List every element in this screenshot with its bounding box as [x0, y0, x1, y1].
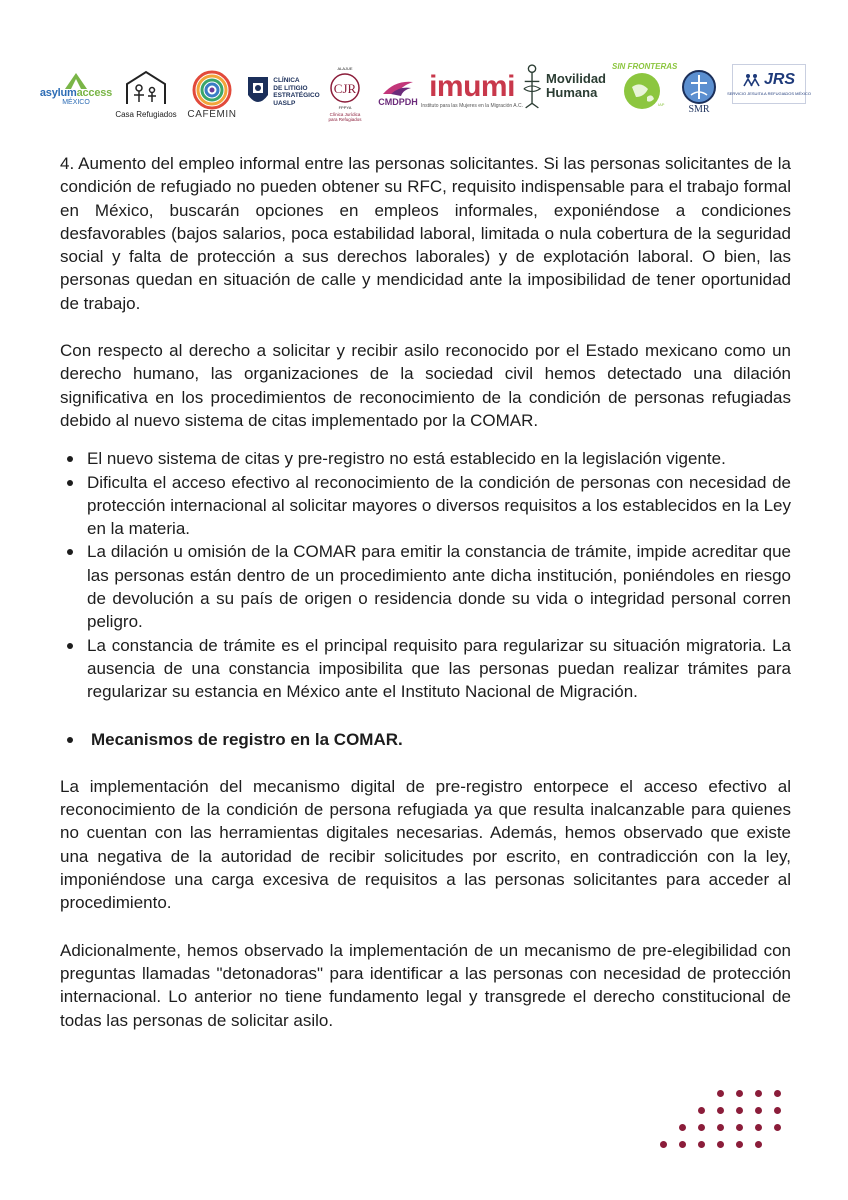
- paragraph-pre-eligibility: Adicionalmente, hemos observado la implementación de un mecanismo de pre-elegibilidad con preguntas llamadas "detonadoras" para identificar a las personas con necesidad de protección internacional. Lo anterior no tiene fundamento legal y transgrede el derecho constitucional de todas las personas de solicitar asilo.: [60, 940, 791, 1030]
- decorative-dots: [660, 1088, 790, 1148]
- sin-fronteras-logo: [612, 60, 678, 116]
- movilidad-line-2: Humana: [546, 85, 598, 100]
- clinica-line-1: CLÍNICA: [273, 77, 300, 84]
- clinica-line-3: ESTRATÉGICO: [273, 92, 320, 99]
- decorative-dot: [736, 1124, 743, 1131]
- document-body: [60, 152, 791, 1032]
- decorative-dot: [717, 1124, 724, 1131]
- list-item: Dificulta el acceso efectivo al reconocimiento de la condición de personas con necesidad de protección internacional al solicitar mayores o diversos requisitos a los establecidos en la Ley en la materia.: [60, 471, 791, 541]
- list-item: La dilación u omisión de la COMAR para emitir la constancia de trámite, impide acreditar que las personas están dentro de un procedimiento ante dicha institución, poniéndoles en riesgo de devolución a su país de origen o residencia donde su vida o integridad personal corren peligro.: [60, 540, 791, 633]
- paragraph-asylum-right: Con respecto al derecho a solicitar y recibir asilo reconocido por el Estado mexicano como un derecho humano, las organizaciones de la sociedad civil hemos detectado una dilación significativa en los procedimientos de reconocimiento de la condición de personas refugiadas debido al nuevo sistema de citas implementado por la COMAR.: [60, 341, 791, 430]
- smr-emblem-icon: [681, 69, 717, 105]
- cmdpdh-name: CMDPDH: [378, 96, 418, 107]
- asylum-access-wordmark: asylumaccess: [39, 87, 113, 99]
- list-item: La constancia de trámite es el principal requisito para regularizar su situación migratoria. La ausencia de una constancia imposibilita que las personas puedan realizar trámites para regularizar su estancia en México ante el Instituto Nacional de Migración.: [60, 634, 791, 704]
- jrs-name: JRS: [763, 70, 796, 88]
- cjr-emblem-icon: [328, 73, 362, 103]
- decorative-dot: [660, 1141, 667, 1148]
- decorative-dot: [736, 1141, 743, 1148]
- cafemin-rings-icon: [192, 70, 232, 110]
- uaslp-shield-icon: [246, 75, 270, 109]
- casa-refugiados-house-icon: [123, 70, 169, 110]
- cjr-logo: [322, 62, 368, 124]
- clinica-litigio-logo: [246, 70, 320, 114]
- jrs-logo: [727, 64, 811, 104]
- imumi-logo: [421, 69, 523, 112]
- casa-refugiados-logo: [114, 66, 178, 122]
- casa-refugiados-name: Casa Refugiados: [115, 109, 177, 119]
- clinica-litigio-text: [273, 77, 319, 107]
- paragraph-informal-employment: 4. Aumento del empleo informal entre las personas solicitantes. Si las personas solicitantes de la condición de refugiado no pueden obtener su RFC, requisito indispensable para el trabajo formal en México, buscarán opciones en empleos informales, exponiéndose a condiciones desfavorables (bajos salarios, poca estabilidad laboral, limitada o nula cobertura de la seguridad social y falta de protección a sus derechos laborales) y de explotación laboral. O bien, las personas quedan en situación de calle y mendicidad ante la imposibilidad de tener oportunidad de trabajo.: [60, 154, 791, 313]
- cafemin-name: CAFEMIN: [187, 108, 237, 120]
- imumi-subtitle: Instituto para las Mujeres en la Migración A.C.: [421, 102, 523, 109]
- imumi-wordmark: imumi: [429, 69, 515, 103]
- jrs-subtitle: SERVICIO JESUITA A REFUGIADOS MÉXICO: [727, 90, 811, 96]
- cjr-top-text: ALAJUE: [337, 66, 353, 71]
- decorative-dot: [755, 1107, 762, 1114]
- jrs-mark: [743, 71, 795, 89]
- section-heading: Mecanismos de registro en la COMAR.: [60, 728, 791, 751]
- decorative-dot: [774, 1107, 781, 1114]
- jrs-people-icon: [743, 73, 761, 87]
- movilidad-figure-icon: [522, 61, 542, 111]
- cjr-sub-2: para Refugiados: [328, 117, 362, 122]
- cafemin-logo: [184, 66, 240, 122]
- sin-fronteras-suffix: IAP: [658, 102, 665, 107]
- movilidad-line-1: Movilidad: [546, 71, 606, 86]
- cmdpdh-bird-icon: [381, 78, 415, 98]
- decorative-dot: [717, 1141, 724, 1148]
- decorative-dot: [774, 1124, 781, 1131]
- sin-fronteras-name: SIN FRONTERAS: [612, 62, 678, 71]
- decorative-dot: [717, 1107, 724, 1114]
- decorative-dot: [717, 1090, 724, 1097]
- smr-logo: [676, 60, 722, 122]
- clinica-line-2: DE LITIGIO: [273, 84, 308, 92]
- decorative-dot: [774, 1090, 781, 1097]
- decorative-dot: [736, 1107, 743, 1114]
- asylum-access-country: MÉXICO: [62, 99, 90, 106]
- movilidad-text: [546, 72, 606, 100]
- clinica-line-4: UASLP: [273, 99, 296, 107]
- asylum-access-logo: [30, 68, 122, 112]
- cjr-bottom-text: FPPYA: [338, 105, 352, 110]
- smr-name: SMR: [688, 103, 710, 115]
- decorative-dot: [755, 1090, 762, 1097]
- paragraph-digital-preregistration: La implementación del mecanismo digital de pre-registro entorpece el acceso efectivo al reconocimiento de la condición de persona refugiada ya que resulta inalcanzable para quienes no cuentan con las herramientas digitales necesarias. Además, hemos observado que existe una negativa de la autoridad de recibir solicitudes por escrito, en contradicción con la ley, imponiéndose una carga excesiva de requisitos a las personas solicitantes para acceder al procedimiento.: [60, 776, 791, 913]
- decorative-dot: [698, 1124, 705, 1131]
- decorative-dot: [679, 1141, 686, 1148]
- cjr-mark: CJR: [333, 81, 357, 96]
- decorative-dot: [698, 1141, 705, 1148]
- bullet-list: [60, 447, 791, 703]
- movilidad-humana-logo: [522, 58, 606, 114]
- cmdpdh-logo: [374, 70, 422, 114]
- partner-logos-header: [0, 0, 848, 140]
- decorative-dot: [679, 1124, 686, 1131]
- cjr-sub-1: Clínica Jurídica: [329, 112, 361, 117]
- decorative-dot: [698, 1107, 705, 1114]
- list-item: El nuevo sistema de citas y pre-registro no está establecido en la legislación vigente.: [60, 447, 791, 470]
- decorative-dot: [736, 1090, 743, 1097]
- decorative-dot: [755, 1141, 762, 1148]
- decorative-dot: [755, 1124, 762, 1131]
